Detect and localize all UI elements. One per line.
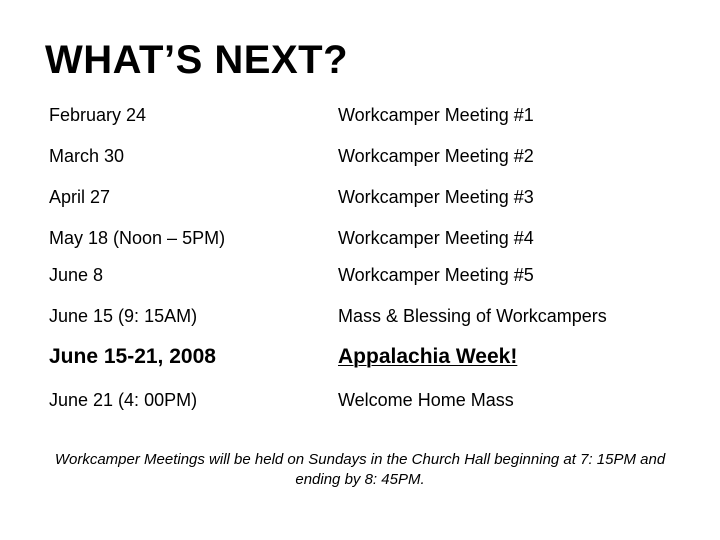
schedule-date: June 8 — [49, 265, 104, 285]
schedule-date: June 15-21, 2008 — [49, 345, 216, 368]
schedule-date: April 27 — [49, 187, 111, 207]
schedule-date: March 30 — [49, 146, 125, 166]
schedule-date: June 15 (9: 15AM) — [49, 306, 198, 326]
schedule-date: February 24 — [49, 105, 147, 125]
schedule-event: Workcamper Meeting #4 — [338, 228, 534, 248]
meeting-note: Workcamper Meetings will be held on Sundays in the Church Hall beginning at 7: 15PM and ending by 8: 45PM. — [54, 451, 666, 488]
schedule-event: Workcamper Meeting #1 — [338, 105, 534, 125]
schedule-event: Welcome Home Mass — [338, 390, 514, 410]
schedule-date: June 21 (4: 00PM) — [49, 390, 198, 410]
page-title: WHAT’S NEXT? — [45, 38, 349, 82]
schedule-event: Mass & Blessing of Workcampers — [338, 306, 607, 326]
schedule-date: May 18 (Noon – 5PM) — [49, 228, 226, 248]
schedule-event: Workcamper Meeting #2 — [338, 146, 534, 166]
schedule-event: Workcamper Meeting #5 — [338, 265, 534, 285]
schedule-event: Workcamper Meeting #3 — [338, 187, 534, 207]
schedule-event: Appalachia Week! — [338, 345, 518, 368]
